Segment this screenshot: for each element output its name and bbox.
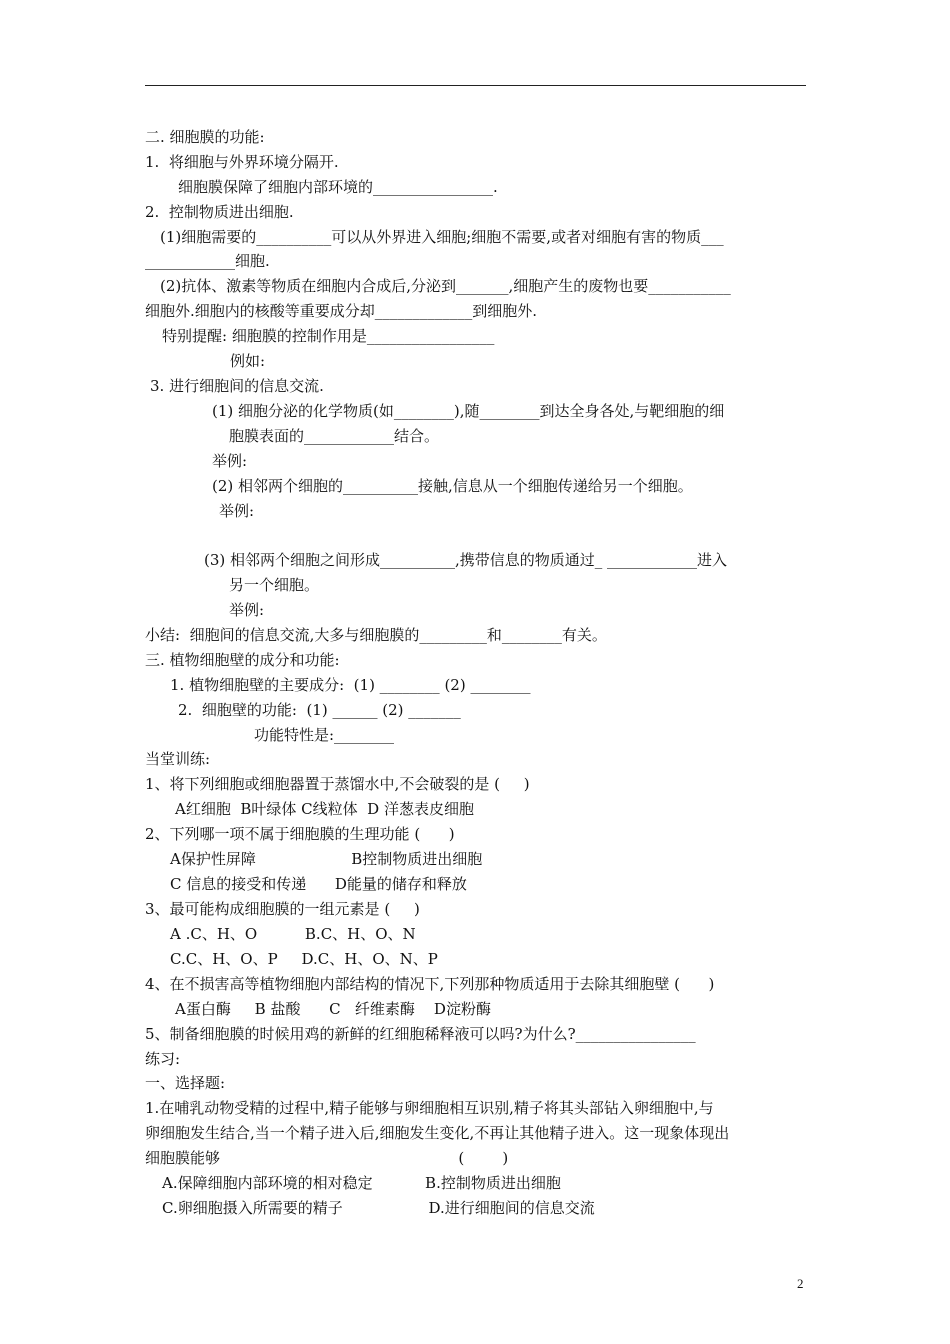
text-line: 胞膜表面的____________结合。	[229, 427, 440, 445]
question-options: A保护性屏障 B控制物质进出细胞	[170, 850, 483, 868]
question-text: 5、制备细胞膜的时候用鸡的新鲜的红细胞稀释液可以吗?为什么?________________	[145, 1025, 696, 1043]
question-options: A红细胞 B叶绿体 C线粒体 D 洋葱表皮细胞	[175, 800, 474, 818]
question-options: A.保障细胞内部环境的相对稳定 B.控制物质进出细胞	[162, 1174, 561, 1192]
text-line: (3) 相邻两个细胞之间形成__________,携带信息的物质通过_ ____________进入	[204, 551, 728, 569]
text-line: (2) 相邻两个细胞的__________接触,信息从一个细胞传递给另一个细胞。	[212, 477, 693, 495]
text-line: 例如:	[230, 352, 266, 370]
text-line: 细胞外.细胞内的核酸等重要成分却_____________到细胞外.	[145, 302, 538, 320]
text-line: 1. 将细胞与外界环境分隔开.	[145, 153, 339, 171]
text-line: 举例:	[212, 452, 248, 470]
question-text: 3、最可能构成细胞膜的一组元素是 ( )	[145, 900, 420, 918]
text-line: 细胞膜保障了细胞内部环境的________________.	[178, 178, 498, 196]
text-line: 1. 植物细胞壁的主要成分: (1) ________ (2) ________	[170, 676, 531, 694]
text-line: 特别提醒: 细胞膜的控制作用是_________________	[162, 327, 495, 345]
question-text: 1.在哺乳动物受精的过程中,精子能够与卵细胞相互识别,精子将其头部钻入卵细胞中,与	[145, 1099, 714, 1117]
question-options: C 信息的接受和传递 D能量的储存和释放	[170, 875, 467, 893]
text-line: 另一个细胞。	[229, 576, 320, 594]
section-heading: 当堂训练:	[145, 750, 211, 768]
text-line: 举例:	[219, 502, 255, 520]
question-options: A蛋白酶 B 盐酸 C 纤维素酶 D淀粉酶	[175, 1000, 491, 1018]
question-text: 卵细胞发生结合,当一个精子进入后,细胞发生变化,不再让其他精子进入。这一现象体现出	[145, 1124, 730, 1142]
question-text: 1、将下列细胞或细胞器置于蒸馏水中,不会破裂的是 ( )	[145, 775, 530, 793]
question-text: 4、在不损害高等植物细胞内部结构的情况下,下列那种物质适用于去除其细胞壁 ( )	[145, 975, 715, 993]
text-line: 2. 控制物质进出细胞.	[145, 203, 294, 221]
text-line: ____________细胞.	[145, 252, 270, 270]
text-line: (1)细胞需要的__________可以从外界进入细胞;细胞不需要,或者对细胞有害的物质___	[160, 228, 724, 246]
section-heading: 二. 细胞膜的功能:	[145, 128, 265, 146]
header-rule	[145, 85, 806, 86]
section-heading: 三. 植物细胞壁的成分和功能:	[145, 651, 340, 669]
text-line: 小结: 细胞间的信息交流,大多与细胞膜的_________和________有关。	[145, 626, 607, 644]
text-line: 3. 进行细胞间的信息交流.	[150, 377, 324, 395]
question-options: A .C、H、O B.C、H、O、N	[170, 925, 416, 943]
section-heading: 一、选择题:	[145, 1074, 226, 1092]
text-line: 2. 细胞壁的功能: (1) ______ (2) _______	[178, 701, 461, 719]
question-text: 2、下列哪一项不属于细胞膜的生理功能 ( )	[145, 825, 455, 843]
text-line: (2)抗体、激素等物质在细胞内合成后,分泌到_______,细胞产生的废物也要___________	[160, 277, 731, 295]
section-heading: 练习:	[145, 1050, 181, 1068]
text-line: 举例:	[229, 601, 265, 619]
page-number: 2	[797, 1276, 804, 1291]
text-line: 功能特性是:________	[254, 726, 395, 744]
question-options: C.卵细胞摄入所需要的精子 D.进行细胞间的信息交流	[162, 1199, 595, 1217]
question-text: 细胞膜能够 ( )	[145, 1149, 509, 1167]
text-line: (1) 细胞分泌的化学物质(如________),随________到达全身各处,与靶细胞的细	[212, 402, 725, 420]
question-options: C.C、H、O、P D.C、H、O、N、P	[170, 950, 438, 968]
